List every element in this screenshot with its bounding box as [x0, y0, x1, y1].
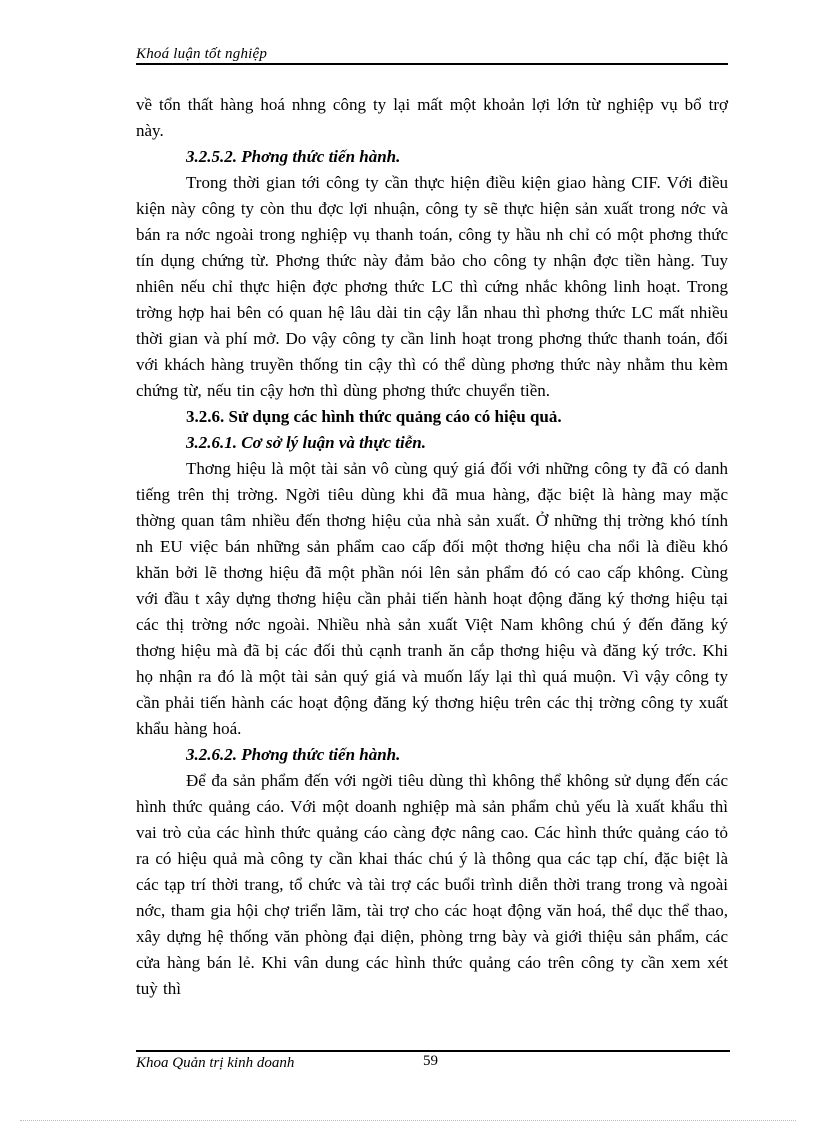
footer-department: Khoa Quản trị kinh doanh [136, 1055, 295, 1071]
header-title: Khoá luận tốt nghiệp [136, 46, 268, 62]
paragraph-continuation: về tổn thất hàng hoá nhng công ty lại mất một khoản lợi lớn từ nghiệp vụ bổ trợ này. [136, 95, 728, 140]
paragraph-advertising: Để đa sản phẩm đến với ngời tiêu dùng thì không thể không sử dụng đến các hình thức quảng cáo. Với một doanh nghiệp mà sản phẩm chủ yếu là xuất khẩu thì vai trò của các hình thức quảng cáo càng đợc nâng cao. Các hình thức quảng cáo tỏ ra có hiệu quả mà công ty cần khai thác chú ý là thông qua các tạp chí, đặc biệt là các tạp trí thời trang, tổ chức và tài trợ các buổi trình diễn thời trang trong và ngoài nớc, tham gia hội chợ triển lãm, tài trợ cho các hoạt động văn hoá, thể dục thể thao, xây dựng hệ thống văn phòng đại diện, phòng trng bày và giới thiệu sản phẩm, các cửa hàng bán lẻ. Khi vân dung các hình thức quảng cáo trên công ty cần xem xét tuỳ thì [136, 771, 728, 998]
footer-rule [136, 1050, 730, 1052]
subsection-heading-3-2-6-2: 3.2.6.2. Phơng thức tiến hành. [186, 745, 401, 764]
header-rule [136, 63, 728, 65]
page-number: 59 [423, 1053, 438, 1069]
section-heading-3-2-6: 3.2.6. Sử dụng các hình thức quảng cáo có hiệu quả. [186, 407, 562, 426]
subsection-heading-3-2-5-2: 3.2.5.2. Phơng thức tiến hành. [186, 147, 401, 166]
paragraph-brand-value: Thơng hiệu là một tài sản vô cùng quý giá đối với những công ty đã có danh tiếng trên thị trờng. Ngời tiêu dùng khi đã mua hàng, đặc biệt là hàng may mặc thờng quan tâm nhiều đến thơng hiệu của nhà sản xuất. Ở những thị trờng khó tính nh EU việc bán những sản phẩm cao cấp đối một thơng hiệu cha nổi là điều khó khăn bởi lẽ thơng hiệu đã một phần nói lên sản phẩm đó có cao cấp không. Cùng với đầu t xây dựng thơng hiệu cần phải tiến hành hoạt động đăng ký thơng hiệu tại các thị trờng nớc ngoài. Nhiều nhà sản xuất Việt Nam không chú ý đến đăng ký thơng hiệu mà đã bị các đối thủ cạnh tranh ăn cắp thơng hiệu và đăng ký trớc. Khi họ nhận ra đó là một tài sản quý giá và muốn lấy lại thì quá muộn. Vì vậy công ty cần phải tiến hành các hoạt động đăng ký thơng hiệu trên các thị trờng công ty xuất khẩu hàng hoá. [136, 459, 728, 738]
page-edge-divider [20, 1120, 796, 1121]
page-body [136, 92, 728, 1002]
subsection-heading-3-2-6-1: 3.2.6.1. Cơ sở lý luận và thực tiễn. [186, 433, 427, 452]
paragraph-payment-methods: Trong thời gian tới công ty cần thực hiện điều kiện giao hàng CIF. Với điều kiện này công ty còn thu đợc lợi nhuận, công ty sẽ thực hiện sản xuất trong nớc và bán ra nớc ngoài trong nghiệp vụ thanh toán, công ty hầu nh chỉ có một phơng thức tín dụng chứng từ. Phơng thức này đảm bảo cho công ty nhận đợc tiền hàng. Tuy nhiên nếu chỉ thực hiện đợc phơng thức LC thì cứng nhắc không linh hoạt. Trong trờng hợp hai bên có quan hệ lâu dài tin cậy lẫn nhau thì phơng thức LC mất nhiều thời gian và phí mở. Do vậy công ty cần linh hoạt trong phơng thức thanh toán, đối với khách hàng truyền thống tin cậy thì có thể dùng phơng thức này nhằm thu kèm chứng từ, nếu tin cậy hơn thì dùng phơng thức chuyển tiền. [136, 173, 728, 400]
